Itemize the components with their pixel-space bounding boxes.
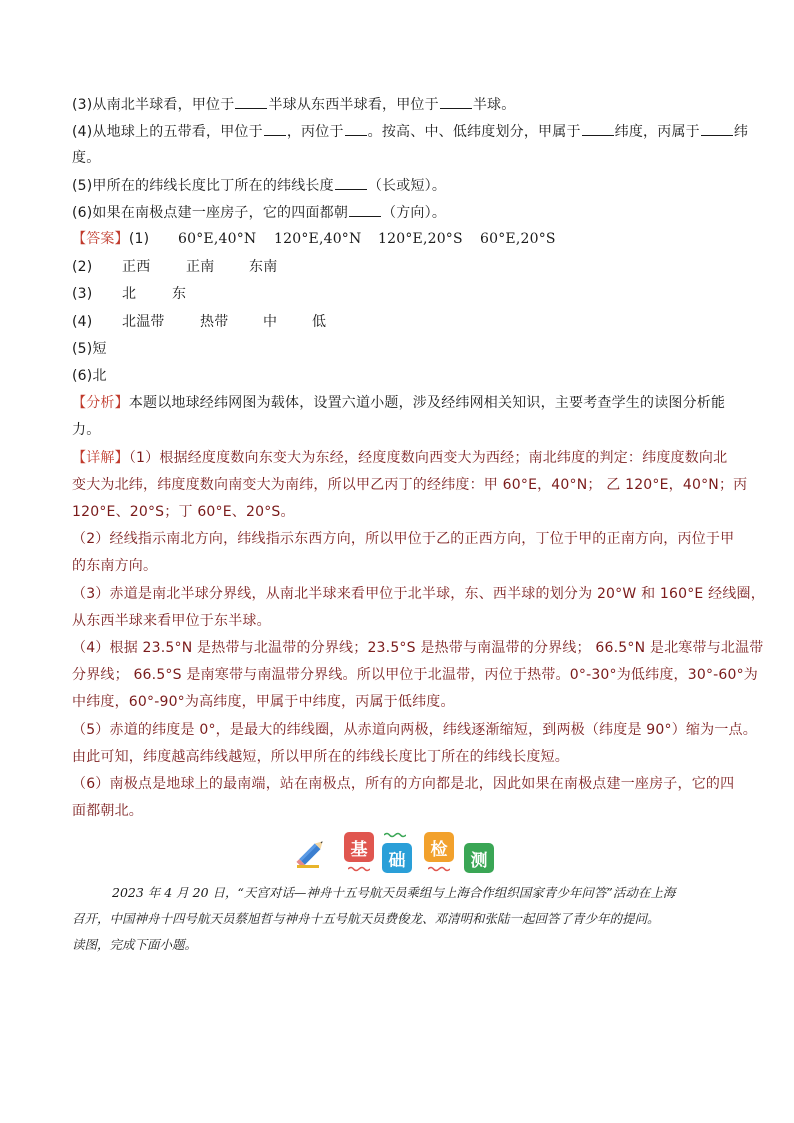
answer-item: 北温带	[122, 314, 165, 330]
detail-line	[72, 720, 757, 740]
detail-text: 由此可知，纬度越高纬线越短，所以甲所在的纬线长度比丁所在的纬线长度短。	[72, 749, 569, 765]
answer-label: (5)	[72, 341, 93, 357]
answer-label: (6)	[72, 368, 93, 384]
detail-text: 的东南方向。	[72, 558, 158, 574]
analysis-text: 本题以地球经纬网图为载体，设置六道小题，涉及经纬网相关知识，主要考查学生的读图分析能	[128, 395, 726, 411]
detail-tag: 【详解】	[72, 450, 129, 466]
detail-line	[72, 638, 764, 658]
detail-text: 中纬度，60°-90°为高纬度，甲属于中纬度，丙属于低纬度。	[72, 694, 455, 710]
answer-label: (3)	[72, 286, 93, 302]
wave-decor	[384, 832, 406, 838]
q4-text-4: 纬度，丙属于	[614, 124, 700, 140]
q4-text-1: (4)从地球上的五带看，甲位于	[72, 124, 263, 140]
wave-decor	[428, 866, 450, 872]
q4-text-6: 度。	[72, 150, 101, 166]
answer-item: 中	[263, 314, 278, 330]
question-4-cont	[72, 148, 100, 168]
detail-line	[72, 774, 734, 794]
answer-item: 60°E,40°N	[178, 231, 257, 247]
q4-text-5: 纬	[733, 124, 749, 140]
q5-text-1: (5)甲所在的纬线长度比丁所在的纬线长度	[72, 178, 334, 194]
answer-blank	[440, 94, 472, 109]
detail-line	[72, 529, 734, 549]
detail-line	[72, 747, 569, 767]
detail-line	[72, 611, 271, 631]
detail-text: 面都朝北。	[72, 803, 143, 819]
q4-text-3: 。按高、中、低纬度划分，甲属于	[367, 124, 581, 140]
detail-line	[72, 584, 765, 604]
answer-item: 60°E,20°S	[480, 231, 556, 247]
answer-item: 热带	[200, 314, 229, 330]
answer-row-6	[72, 366, 107, 386]
intro-text: 2023 年 4 月 20 日，“天宫对话—神舟十五号航天员乘组与上海合作组织国家青少年问答”活动在上海	[112, 885, 676, 900]
detail-text: （2）经线指示南北方向，纬线指示东西方向，所以甲位于乙的正西方向，丁位于甲的正南方向，丙位于甲	[72, 531, 735, 547]
answer-label: (1)	[128, 231, 150, 247]
detail-text: 从东西半球来看甲位于东半球。	[72, 613, 271, 629]
answer-label: (2)	[72, 259, 93, 275]
analysis-tag: 【分析】	[72, 395, 129, 411]
analysis-text: 力。	[72, 422, 101, 438]
detail-text: 变大为北纬，纬度度数向南变大为南纬，所以甲乙丙丁的经纬度：甲 60°E，40°N； 乙 120°E，40°N；丙	[72, 477, 748, 493]
answer-blank	[335, 175, 367, 190]
analysis-line-2	[72, 420, 100, 440]
intro-text: 读图，完成下面小题。	[72, 937, 198, 952]
answer-item: 120°E,20°S	[378, 231, 463, 247]
answer-row-2	[72, 257, 278, 277]
banner-char-4: 测	[464, 843, 494, 873]
detail-line	[72, 801, 143, 821]
detail-line	[72, 502, 295, 522]
banner-char-3: 检	[424, 832, 454, 862]
q5-text-2: （长或短）。	[367, 178, 447, 194]
banner-char-2: 础	[382, 843, 412, 873]
answer-item: 北	[122, 286, 137, 302]
answer-blank	[345, 121, 367, 136]
detail-text: 120°E、20°S；丁 60°E、20°S。	[72, 504, 295, 520]
intro-line-3	[72, 932, 732, 958]
detail-text: 分界线； 66.5°S 是南寒带与南温带分界线。所以甲位于北温带，丙位于热带。0°-30°为低纬度，30°-60°为	[72, 667, 759, 683]
answer-item: 东	[172, 286, 187, 302]
answer-label: (4)	[72, 314, 93, 330]
answer-blank	[701, 121, 733, 136]
wave-decor	[348, 866, 370, 872]
q3-text-1: (3)从南北半球看，甲位于	[72, 97, 235, 113]
analysis-line-1	[72, 393, 725, 413]
detail-line	[72, 665, 758, 685]
question-5	[72, 175, 446, 196]
q4-text-2: ，丙位于	[286, 124, 344, 140]
detail-line	[72, 692, 455, 712]
detail-line	[72, 475, 747, 495]
answer-blank	[235, 94, 267, 109]
detail-line-1	[72, 448, 727, 468]
detail-text: （5）赤道的纬度是 0°，是最大的纬线圈，从赤道向两极，纬线逐渐缩短，到两极（纬度是 90°）缩为一点。	[72, 722, 757, 738]
q6-text-2: （方向）。	[382, 205, 447, 221]
answer-tag: 【答案】	[72, 231, 129, 247]
answer-blank	[264, 121, 286, 136]
answer-item: 120°E,40°N	[274, 231, 362, 247]
detail-text: （4）根据 23.5°N 是热带与北温带的分界线；23.5°S 是热带与南温带的分界线； 66.5°N 是北寒带与北温带	[72, 640, 764, 656]
answer-item: 北	[92, 368, 107, 384]
intro-text: 召开，中国神舟十四号航天员蔡旭哲与神舟十五号航天员费俊龙、邓清明和张陆一起回答了青少年的提问。	[72, 911, 660, 926]
answer-row-4	[72, 312, 327, 332]
question-3	[72, 94, 515, 115]
q6-text-1: (6)如果在南极点建一座房子，它的四面都朝	[72, 205, 349, 221]
detail-text: （6）南极点是地球上的最南端，站在南极点，所有的方向都是北，因此如果在南极点建一座房子，它的四	[72, 776, 735, 792]
intro-line-2	[72, 906, 732, 932]
answer-row-3	[72, 284, 187, 304]
answer-item: 低	[312, 314, 327, 330]
answer-item: 短	[92, 341, 107, 357]
question-6	[72, 202, 446, 223]
answer-item: 东南	[249, 259, 278, 275]
answer-row-1	[72, 229, 556, 249]
detail-text: （3）赤道是南北半球分界线，从南北半球来看甲位于北半球，东、西半球的划分为 20°W 和 160°E 经线圈，	[72, 586, 765, 602]
question-4	[72, 121, 748, 142]
detail-line	[72, 556, 157, 576]
answer-item: 正西	[122, 259, 151, 275]
answer-blank	[582, 121, 614, 136]
banner-char-1: 基	[344, 832, 374, 862]
detail-text: （1）根据经度度数向东变大为东经，经度度数向西变大为西经；南北纬度的判定：纬度度数向北	[128, 450, 728, 466]
answer-blank	[349, 202, 381, 217]
answer-row-5	[72, 339, 107, 359]
pencil-icon	[294, 834, 330, 870]
q3-text-2: 半球从东西半球看，甲位于	[268, 97, 439, 113]
q3-text-3: 半球。	[472, 97, 516, 113]
answer-item: 正南	[186, 259, 215, 275]
intro-line-1	[72, 880, 732, 906]
